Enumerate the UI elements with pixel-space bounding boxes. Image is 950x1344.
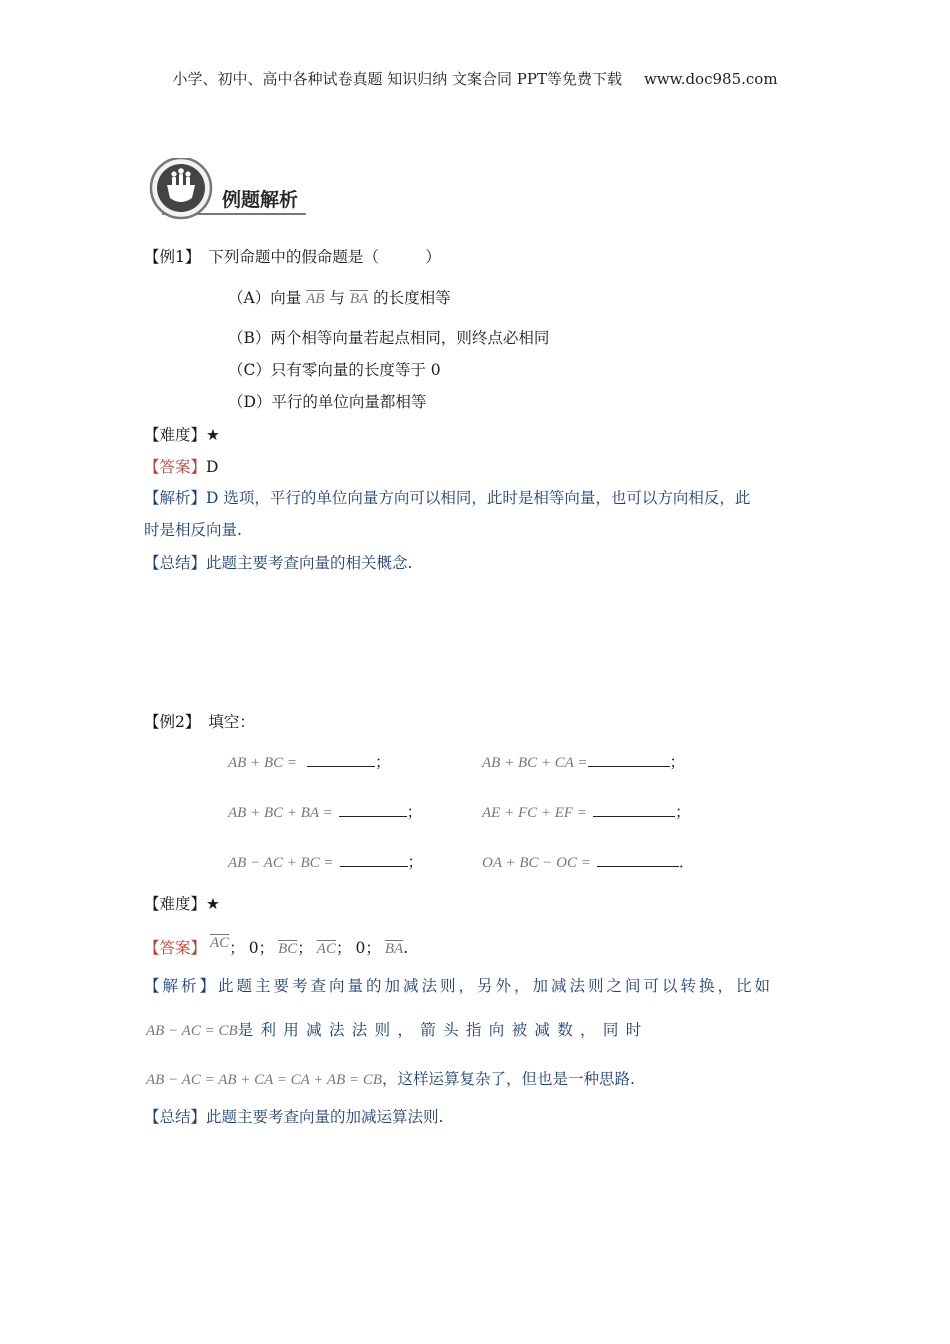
ex1-option-c: （C）只有零向量的长度等于 0 bbox=[228, 361, 441, 379]
page-header bbox=[0, 68, 950, 89]
header-text: 小学、初中、高中各种试卷真题 知识归纳 文案合同 PPT等免费下载 bbox=[172, 70, 622, 88]
ex1-question bbox=[144, 245, 441, 267]
ex1-analysis: 【解析】D 选项，平行的单位向量方向可以相同，此时是相等向量，也可以方向相反，此 bbox=[144, 489, 751, 507]
ex1-question-text: 下列命题中的假命题是（ ） bbox=[208, 248, 441, 266]
ex1-tag: 【例1】 bbox=[144, 248, 201, 266]
ex2-eq5: AB − AC + BC = ； bbox=[228, 853, 424, 871]
ex1-option-d: （D）平行的单位向量都相等 bbox=[228, 393, 427, 411]
answer-blank-4[interactable] bbox=[593, 802, 675, 817]
answer-blank-1[interactable] bbox=[307, 752, 375, 767]
ex2-analysis-eq2: AB − AC = AB + CA = CA + AB = CB，这样运算复杂了，但也是一种思路. bbox=[146, 1070, 635, 1088]
answer-blank-6[interactable] bbox=[597, 852, 679, 867]
ex1-difficulty: 【难度】★ bbox=[144, 426, 220, 444]
ex2-eq1: AB + BC = ； bbox=[228, 753, 391, 771]
ex2-eq2: AB + BC + CA = ； bbox=[482, 753, 686, 771]
answer-blank-2[interactable] bbox=[588, 752, 670, 767]
ex2-eq6: OA + BC − OC = ． bbox=[482, 853, 695, 871]
header-site: www.doc985.com bbox=[643, 70, 778, 88]
star-icon: ★ bbox=[206, 895, 220, 913]
ex2-answer: 【答案】 $\overline{AC}$； 0； $\overline{BC}$； $\overline{AC}$； 0； $\overline{BA}$. bbox=[144, 935, 409, 957]
ex2-difficulty: 【难度】★ bbox=[144, 895, 220, 913]
ex2-tag: 【例2】 bbox=[144, 713, 201, 731]
ex2-eq4: AE + FC + EF = ； bbox=[482, 803, 691, 821]
ex2-analysis-eq1: AB − AC = CB是 利 用 减 法 法 则 ， 箭 头 指 向 被 减 数 ， 同 时 bbox=[146, 1021, 643, 1039]
section-title: 例题解析 bbox=[222, 189, 299, 211]
vector-ba: $\overline{BA}$ bbox=[349, 291, 369, 307]
ex2-analysis: 【解析】此题主要考查向量的加减法则，另外，加减法则之间可以转换，比如 bbox=[144, 977, 774, 995]
ex1-summary: 【总结】此题主要考查向量的相关概念. bbox=[144, 554, 413, 572]
ex1-option-a: （A）向量 $\overline{AB}$ 与 $\overline{BA}$ 的长度相等 bbox=[228, 289, 451, 307]
ex2-question: 【例2】 填空： bbox=[144, 713, 255, 731]
answer-blank-3[interactable] bbox=[339, 802, 407, 817]
answer-blank-5[interactable] bbox=[340, 852, 408, 867]
ex1-answer: 【答案】D bbox=[144, 458, 219, 476]
ex2-summary: 【总结】此题主要考查向量的加减运算法则. bbox=[144, 1108, 444, 1126]
ex2-eq3: AB + BC + BA = ； bbox=[228, 803, 423, 821]
ex1-option-b: （B）两个相等向量若起点相同，则终点必相同 bbox=[228, 329, 550, 347]
ex1-analysis-cont: 时是相反向量. bbox=[144, 521, 242, 539]
vector-ab: $\overline{AB}$ bbox=[306, 291, 325, 307]
star-icon: ★ bbox=[206, 426, 220, 444]
